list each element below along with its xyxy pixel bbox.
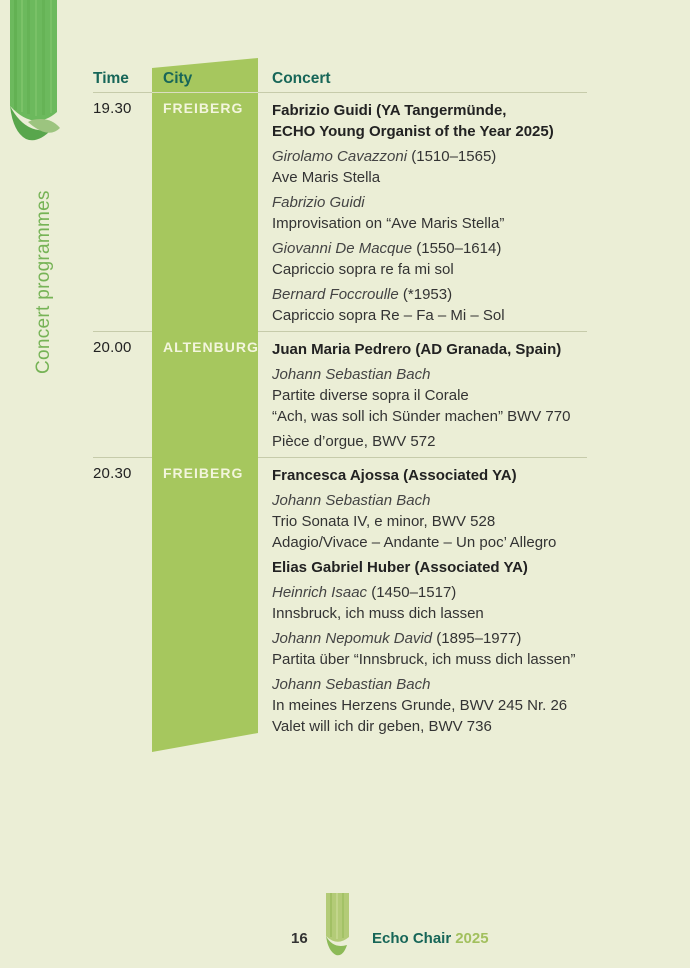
concert-block: [272, 465, 587, 486]
concert-text-span: Ave Maris Stella: [272, 169, 381, 186]
concert-line: [272, 284, 587, 305]
concert-block: [272, 339, 587, 360]
row-time: 20.30: [93, 465, 132, 482]
concert-text-span: Heinrich Isaac: [272, 584, 368, 601]
concert-text-span: Johann Sebastian Bach: [272, 366, 431, 383]
header-time: Time: [93, 70, 129, 87]
concert-line: [272, 649, 587, 670]
concert-block: [272, 431, 587, 452]
concert-text-span: In meines Herzens Grunde, BWV 245 Nr. 26: [272, 697, 568, 714]
concert-text-span: Adagio/Vivace – Andante – Un poc’ Allegro: [272, 534, 557, 551]
concert-line: [272, 582, 587, 603]
concert-line: [272, 213, 587, 234]
concert-text-span: Trio Sonata IV, e minor, BWV 528: [272, 513, 496, 530]
sidebar-label: Concert programmes: [33, 190, 54, 374]
concert-cell: [258, 100, 587, 326]
table-header: [93, 68, 587, 93]
page-number: 16: [291, 930, 308, 947]
concert-cell: [258, 339, 587, 452]
concert-line: [272, 238, 587, 259]
row-city: FREIBERG: [163, 100, 244, 116]
concert-line: [272, 511, 587, 532]
concert-text-span: Johann Nepomuk David: [272, 630, 433, 647]
concert-block: [272, 674, 587, 737]
brand-name: Echo Chair: [372, 930, 452, 947]
concert-block: [272, 490, 587, 553]
concert-text-span: Girolamo Cavazzoni: [272, 148, 408, 165]
concert-text-span: Improvisation on “Ave Maris Stella”: [272, 215, 505, 232]
concert-line: [272, 695, 587, 716]
concert-text-span: Capriccio sopra Re – Fa – Mi – Sol: [272, 307, 505, 324]
concert-line: [272, 406, 587, 427]
concert-block: [272, 557, 587, 578]
concert-text-span: Francesca Ajossa (Associated YA): [272, 467, 517, 484]
concert-block: [272, 238, 587, 280]
concert-line: [272, 192, 587, 213]
concert-line: [272, 532, 587, 553]
footer-brand: [372, 930, 489, 947]
programme-table: [93, 68, 587, 742]
concert-text-span: Valet will ich dir geben, BWV 736: [272, 718, 492, 735]
concert-text-span: Innsbruck, ich muss dich lassen: [272, 605, 484, 622]
concert-block: [272, 146, 587, 188]
concert-text-span: (1450–1517): [367, 584, 457, 601]
header-concert: Concert: [272, 70, 331, 87]
concert-block: [272, 364, 587, 427]
concert-line: [272, 385, 587, 406]
concert-line: [272, 364, 587, 385]
concert-line: [272, 259, 587, 280]
footer-ribbon-icon: [319, 893, 357, 963]
concert-text-span: Johann Sebastian Bach: [272, 492, 431, 509]
concert-text-span: Elias Gabriel Huber (Associated YA): [272, 559, 528, 576]
concert-line: [272, 490, 587, 511]
header-city: City: [163, 70, 193, 87]
concert-text-span: Fabrizio Guidi: [272, 194, 365, 211]
concert-block: [272, 100, 587, 142]
concert-line: [272, 628, 587, 649]
concert-text-span: Partita über “Innsbruck, ich muss dich lassen”: [272, 651, 576, 668]
concert-text-span: Partite diverse sopra il Corale: [272, 387, 469, 404]
brand-year: 2025: [455, 930, 489, 947]
concert-block: [272, 284, 587, 326]
concert-cell: [258, 465, 587, 737]
concert-text-span: Capriccio sopra re fa mi sol: [272, 261, 454, 278]
concert-line: [272, 167, 587, 188]
concert-line: [272, 674, 587, 695]
concert-text-span: (1550–1614): [412, 240, 502, 257]
concert-block: [272, 582, 587, 624]
concert-line: [272, 339, 587, 360]
concert-line: [272, 305, 587, 326]
concert-line: [272, 557, 587, 578]
concert-block: [272, 192, 587, 234]
band-header-divider: [152, 92, 258, 93]
concert-text-span: Giovanni De Macque: [272, 240, 413, 257]
concert-text-span: ECHO Young Organist of the Year 2025): [272, 123, 554, 140]
concert-text-span: Juan Maria Pedrero (AD Granada, Spain): [272, 341, 562, 358]
concert-line: [272, 603, 587, 624]
concert-text-span: Pièce d’orgue, BWV 572: [272, 433, 436, 450]
table-row: [93, 458, 587, 742]
row-time: 19.30: [93, 100, 132, 117]
concert-line: [272, 100, 587, 121]
concert-text-span: Fabrizio Guidi (YA Tangermünde,: [272, 102, 507, 119]
concert-line: [272, 431, 587, 452]
concert-block: [272, 628, 587, 670]
concert-text-span: Bernard Foccroulle: [272, 286, 399, 303]
concert-line: [272, 121, 587, 142]
concert-text-span: Johann Sebastian Bach: [272, 676, 431, 693]
concert-text-span: (1895–1977): [432, 630, 522, 647]
row-city: ALTENBURG: [163, 339, 259, 355]
table-rows: [93, 93, 587, 742]
table-row: [93, 93, 587, 331]
concert-text-span: “Ach, was soll ich Sünder machen” BWV 770: [272, 408, 571, 425]
row-city: FREIBERG: [163, 465, 244, 481]
concert-line: [272, 146, 587, 167]
concert-line: [272, 716, 587, 737]
concert-text-span: (1510–1565): [407, 148, 497, 165]
concert-text-span: (*1953): [398, 286, 453, 303]
row-time: 20.00: [93, 339, 132, 356]
table-row: [93, 332, 587, 457]
ribbon-bookmark-icon: [0, 0, 84, 152]
concert-line: [272, 465, 587, 486]
